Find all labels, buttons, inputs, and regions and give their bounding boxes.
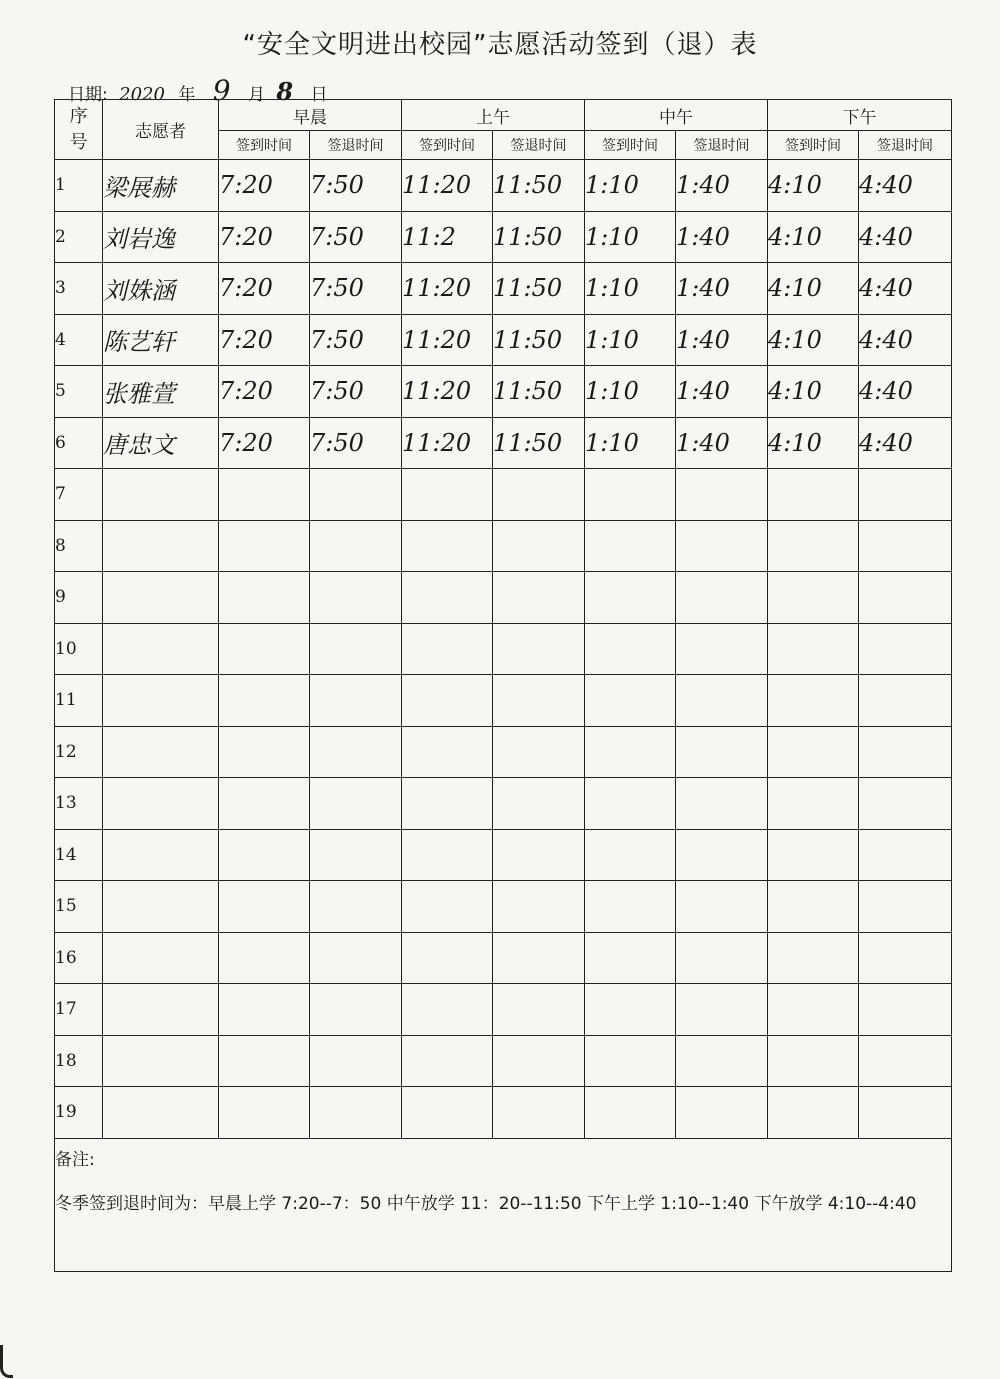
- sign-out-time: [493, 984, 585, 1036]
- sign-out-time: [676, 1035, 768, 1087]
- page-corner-mark: [0, 1345, 13, 1378]
- table-row: [55, 469, 952, 521]
- sign-out-time: [859, 469, 952, 521]
- sign-in-time: 4:10: [768, 160, 859, 212]
- sign-out-time: [310, 572, 402, 624]
- sign-in-time: [219, 881, 310, 933]
- notes-cell: [55, 1138, 952, 1271]
- sign-out-time: [676, 469, 768, 521]
- table-row: [55, 1035, 952, 1087]
- sign-out-time: 4:40: [859, 417, 952, 469]
- row-number: 8: [55, 520, 103, 572]
- header-seq-text: 序号: [69, 105, 88, 153]
- row-number: 16: [55, 932, 103, 984]
- date-day-unit: 日: [310, 85, 328, 105]
- table-row: [55, 417, 952, 469]
- sign-out-time: 7:50: [310, 417, 402, 469]
- sign-out-time: [859, 829, 952, 881]
- sign-out-time: [859, 726, 952, 778]
- sign-out-time: [859, 1087, 952, 1139]
- sign-in-time: 7:20: [219, 314, 310, 366]
- sign-in-time: [219, 932, 310, 984]
- sign-in-time: 1:10: [585, 211, 676, 263]
- volunteer-name: [103, 829, 219, 881]
- sign-out-time: 4:40: [859, 211, 952, 263]
- sign-out-time: [676, 778, 768, 830]
- sign-in-time: [219, 984, 310, 1036]
- sign-in-table: [54, 99, 952, 1272]
- sign-in-time: [768, 1087, 859, 1139]
- header-sign-out: 签退时间: [676, 131, 768, 160]
- table-row: [55, 623, 952, 675]
- sign-out-time: [310, 778, 402, 830]
- sign-out-time: 4:40: [859, 160, 952, 212]
- header-seq: [55, 100, 103, 160]
- header-sign-out: 签退时间: [859, 131, 952, 160]
- sign-out-time: [310, 469, 402, 521]
- sign-in-time: [768, 469, 859, 521]
- sign-out-time: [310, 829, 402, 881]
- sign-out-time: [493, 726, 585, 778]
- volunteer-name: [103, 572, 219, 624]
- sign-out-time: [493, 623, 585, 675]
- volunteer-name: 张雅萱: [103, 366, 219, 418]
- sign-out-time: [310, 520, 402, 572]
- sign-in-time: 4:10: [768, 417, 859, 469]
- sign-out-time: [493, 1087, 585, 1139]
- sign-in-time: 7:20: [219, 211, 310, 263]
- row-number: 1: [55, 160, 103, 212]
- sign-in-time: [219, 1035, 310, 1087]
- volunteer-name: [103, 984, 219, 1036]
- sign-in-time: [585, 778, 676, 830]
- sign-in-time: 4:10: [768, 314, 859, 366]
- sign-in-time: [402, 1035, 493, 1087]
- sign-in-time: [402, 572, 493, 624]
- sheet-title: “安全文明进出校园”志愿活动签到（退）表: [242, 30, 758, 60]
- sign-out-time: [493, 675, 585, 727]
- sign-out-time: [310, 881, 402, 933]
- table-row: [55, 675, 952, 727]
- sign-out-time: [676, 829, 768, 881]
- header-period-noon: 中午: [585, 100, 768, 131]
- sign-in-time: [402, 726, 493, 778]
- sign-in-time: [402, 829, 493, 881]
- sign-in-time: [768, 520, 859, 572]
- row-number: 11: [55, 675, 103, 727]
- sign-in-time: 11:20: [402, 263, 493, 315]
- sign-out-time: 1:40: [676, 314, 768, 366]
- sign-in-time: [402, 778, 493, 830]
- sign-out-time: [493, 932, 585, 984]
- sign-out-time: 4:40: [859, 314, 952, 366]
- sign-in-time: [768, 623, 859, 675]
- sign-out-time: [859, 675, 952, 727]
- sign-out-time: 11:50: [493, 366, 585, 418]
- table-row: [55, 932, 952, 984]
- sign-out-time: 11:50: [493, 314, 585, 366]
- sign-in-time: [585, 881, 676, 933]
- row-number: 12: [55, 726, 103, 778]
- sign-out-time: 1:40: [676, 366, 768, 418]
- volunteer-name: [103, 932, 219, 984]
- header-sign-out: 签退时间: [493, 131, 585, 160]
- date-day: 8: [276, 77, 294, 106]
- sign-in-time: [585, 829, 676, 881]
- sign-in-time: 1:10: [585, 417, 676, 469]
- header-volunteer: 志愿者: [103, 100, 219, 160]
- sign-in-time: [585, 984, 676, 1036]
- sign-out-time: 7:50: [310, 366, 402, 418]
- sign-in-time: 7:20: [219, 366, 310, 418]
- sign-out-time: [859, 778, 952, 830]
- sign-out-time: [859, 984, 952, 1036]
- volunteer-name: [103, 675, 219, 727]
- sign-in-time: [402, 1087, 493, 1139]
- volunteer-name: 陈艺轩: [103, 314, 219, 366]
- sign-out-time: [310, 726, 402, 778]
- notes-text: 冬季签到退时间为：早晨上学 7:20--7：50 中午放学 11：20--11:50 下午上学 1:10--1:40 下午放学 4:10--4:40: [55, 1193, 917, 1214]
- sign-in-time: 7:20: [219, 417, 310, 469]
- row-number: 2: [55, 211, 103, 263]
- sign-out-time: [676, 984, 768, 1036]
- sign-out-time: 1:40: [676, 263, 768, 315]
- sign-out-time: [493, 829, 585, 881]
- sign-out-time: 11:50: [493, 417, 585, 469]
- table-row: [55, 881, 952, 933]
- row-number: 7: [55, 469, 103, 521]
- notes-label: 备注:: [55, 1149, 95, 1170]
- date-month-unit: 月: [248, 85, 265, 105]
- table-row: [55, 726, 952, 778]
- sign-out-time: 1:40: [676, 160, 768, 212]
- sign-in-time: [585, 520, 676, 572]
- table-row: [55, 778, 952, 830]
- volunteer-name: 刘姝涵: [103, 263, 219, 315]
- table-row: [55, 160, 952, 212]
- table-row: [55, 211, 952, 263]
- date-month: 9: [212, 74, 231, 107]
- row-number: 17: [55, 984, 103, 1036]
- volunteer-name: [103, 623, 219, 675]
- row-number: 10: [55, 623, 103, 675]
- sign-in-time: [219, 675, 310, 727]
- row-number: 9: [55, 572, 103, 624]
- sign-in-time: 1:10: [585, 314, 676, 366]
- sign-out-time: [676, 932, 768, 984]
- table-row: [55, 520, 952, 572]
- sign-out-time: 1:40: [676, 417, 768, 469]
- row-number: 19: [55, 1087, 103, 1139]
- sign-out-time: [310, 1087, 402, 1139]
- sign-in-time: [768, 1035, 859, 1087]
- sign-in-time: [585, 469, 676, 521]
- sign-in-time: [219, 829, 310, 881]
- table-row: [55, 572, 952, 624]
- sign-in-time: 1:10: [585, 263, 676, 315]
- sign-in-time: [768, 572, 859, 624]
- sign-in-time: 7:20: [219, 263, 310, 315]
- header-sign-in: 签到时间: [402, 131, 493, 160]
- sign-in-time: [219, 623, 310, 675]
- sign-in-time: [402, 984, 493, 1036]
- table-row: [55, 984, 952, 1036]
- sign-out-time: 7:50: [310, 160, 402, 212]
- table-row: [55, 1087, 952, 1139]
- sign-out-time: 4:40: [859, 263, 952, 315]
- sign-in-time: [402, 881, 493, 933]
- row-number: 4: [55, 314, 103, 366]
- sign-out-time: 11:50: [493, 263, 585, 315]
- sign-out-time: [493, 881, 585, 933]
- sign-out-time: [859, 932, 952, 984]
- sign-in-time: [768, 778, 859, 830]
- sign-in-time: [768, 881, 859, 933]
- sign-in-time: 11:20: [402, 366, 493, 418]
- sign-in-time: [219, 726, 310, 778]
- sign-out-time: [493, 520, 585, 572]
- sign-out-time: [310, 1035, 402, 1087]
- sign-in-time: [585, 1035, 676, 1087]
- row-number: 14: [55, 829, 103, 881]
- sign-out-time: [676, 520, 768, 572]
- table-row: [55, 263, 952, 315]
- sign-out-time: [859, 572, 952, 624]
- sign-out-time: [859, 623, 952, 675]
- sign-in-time: [402, 469, 493, 521]
- date-year-unit: 年: [178, 85, 196, 105]
- volunteer-name: [103, 778, 219, 830]
- header-sign-out: 签退时间: [310, 131, 402, 160]
- sign-in-time: [219, 778, 310, 830]
- sign-out-time: [676, 1087, 768, 1139]
- row-number: 15: [55, 881, 103, 933]
- sign-out-time: [310, 932, 402, 984]
- sign-in-time: 7:20: [219, 160, 310, 212]
- sign-in-time: [585, 572, 676, 624]
- volunteer-name: [103, 1087, 219, 1139]
- sign-in-time: [402, 932, 493, 984]
- volunteer-name: [103, 881, 219, 933]
- sign-out-time: 11:50: [493, 160, 585, 212]
- sign-in-time: [585, 675, 676, 727]
- volunteer-name: 唐忠文: [103, 417, 219, 469]
- sign-out-time: [676, 623, 768, 675]
- sign-in-time: [585, 726, 676, 778]
- row-number: 5: [55, 366, 103, 418]
- sign-in-time: [768, 675, 859, 727]
- sign-out-time: 1:40: [676, 211, 768, 263]
- header-period-forenoon: 上午: [402, 100, 585, 131]
- sign-out-time: [310, 984, 402, 1036]
- sign-out-time: [493, 1035, 585, 1087]
- row-number: 18: [55, 1035, 103, 1087]
- sign-out-time: 7:50: [310, 314, 402, 366]
- sign-in-time: [402, 675, 493, 727]
- sign-in-time: [768, 932, 859, 984]
- volunteer-name: [103, 726, 219, 778]
- volunteer-name: [103, 1035, 219, 1087]
- sign-in-time: 11:20: [402, 417, 493, 469]
- sign-out-time: [310, 675, 402, 727]
- sign-out-time: [676, 572, 768, 624]
- sign-in-time: [402, 520, 493, 572]
- sign-in-time: [219, 469, 310, 521]
- sign-in-time: [768, 984, 859, 1036]
- volunteer-name: 梁展赫: [103, 160, 219, 212]
- sign-in-time: 11:20: [402, 160, 493, 212]
- sign-out-time: [676, 881, 768, 933]
- sign-out-time: 7:50: [310, 263, 402, 315]
- sign-in-time: 11:2: [402, 211, 493, 263]
- sign-out-time: [493, 469, 585, 521]
- volunteer-name: [103, 520, 219, 572]
- table-row: [55, 314, 952, 366]
- sign-out-time: [859, 881, 952, 933]
- row-number: 13: [55, 778, 103, 830]
- sign-in-time: [585, 932, 676, 984]
- sign-out-time: [676, 726, 768, 778]
- volunteer-name: 刘岩逸: [103, 211, 219, 263]
- date-label: 日期:: [68, 85, 108, 105]
- sign-in-time: 11:20: [402, 314, 493, 366]
- sign-in-time: [768, 829, 859, 881]
- sign-in-time: [768, 726, 859, 778]
- sign-out-time: [859, 520, 952, 572]
- sign-out-time: 4:40: [859, 366, 952, 418]
- sign-out-time: 7:50: [310, 211, 402, 263]
- sign-out-time: [676, 675, 768, 727]
- sign-in-time: [219, 572, 310, 624]
- date-year: 2020: [119, 84, 165, 105]
- volunteer-name: [103, 469, 219, 521]
- header-period-morning: 早晨: [219, 100, 402, 131]
- table-row: [55, 829, 952, 881]
- header-sign-in: 签到时间: [768, 131, 859, 160]
- sign-out-time: [493, 778, 585, 830]
- header-period-afternoon: 下午: [768, 100, 952, 131]
- sign-out-time: [310, 623, 402, 675]
- sign-out-time: [493, 572, 585, 624]
- sign-out-time: 11:50: [493, 211, 585, 263]
- sign-in-time: [219, 520, 310, 572]
- sign-in-time: 1:10: [585, 366, 676, 418]
- row-number: 3: [55, 263, 103, 315]
- sign-out-time: [859, 1035, 952, 1087]
- sign-in-time: 4:10: [768, 366, 859, 418]
- header-sign-in: 签到时间: [585, 131, 676, 160]
- sign-in-time: [585, 623, 676, 675]
- row-number: 6: [55, 417, 103, 469]
- table-row: [55, 366, 952, 418]
- sign-in-time: 1:10: [585, 160, 676, 212]
- sign-in-time: [402, 623, 493, 675]
- sign-in-time: 4:10: [768, 263, 859, 315]
- sign-in-time: [219, 1087, 310, 1139]
- sign-in-time: [585, 1087, 676, 1139]
- sign-in-time: 4:10: [768, 211, 859, 263]
- header-sign-in: 签到时间: [219, 131, 310, 160]
